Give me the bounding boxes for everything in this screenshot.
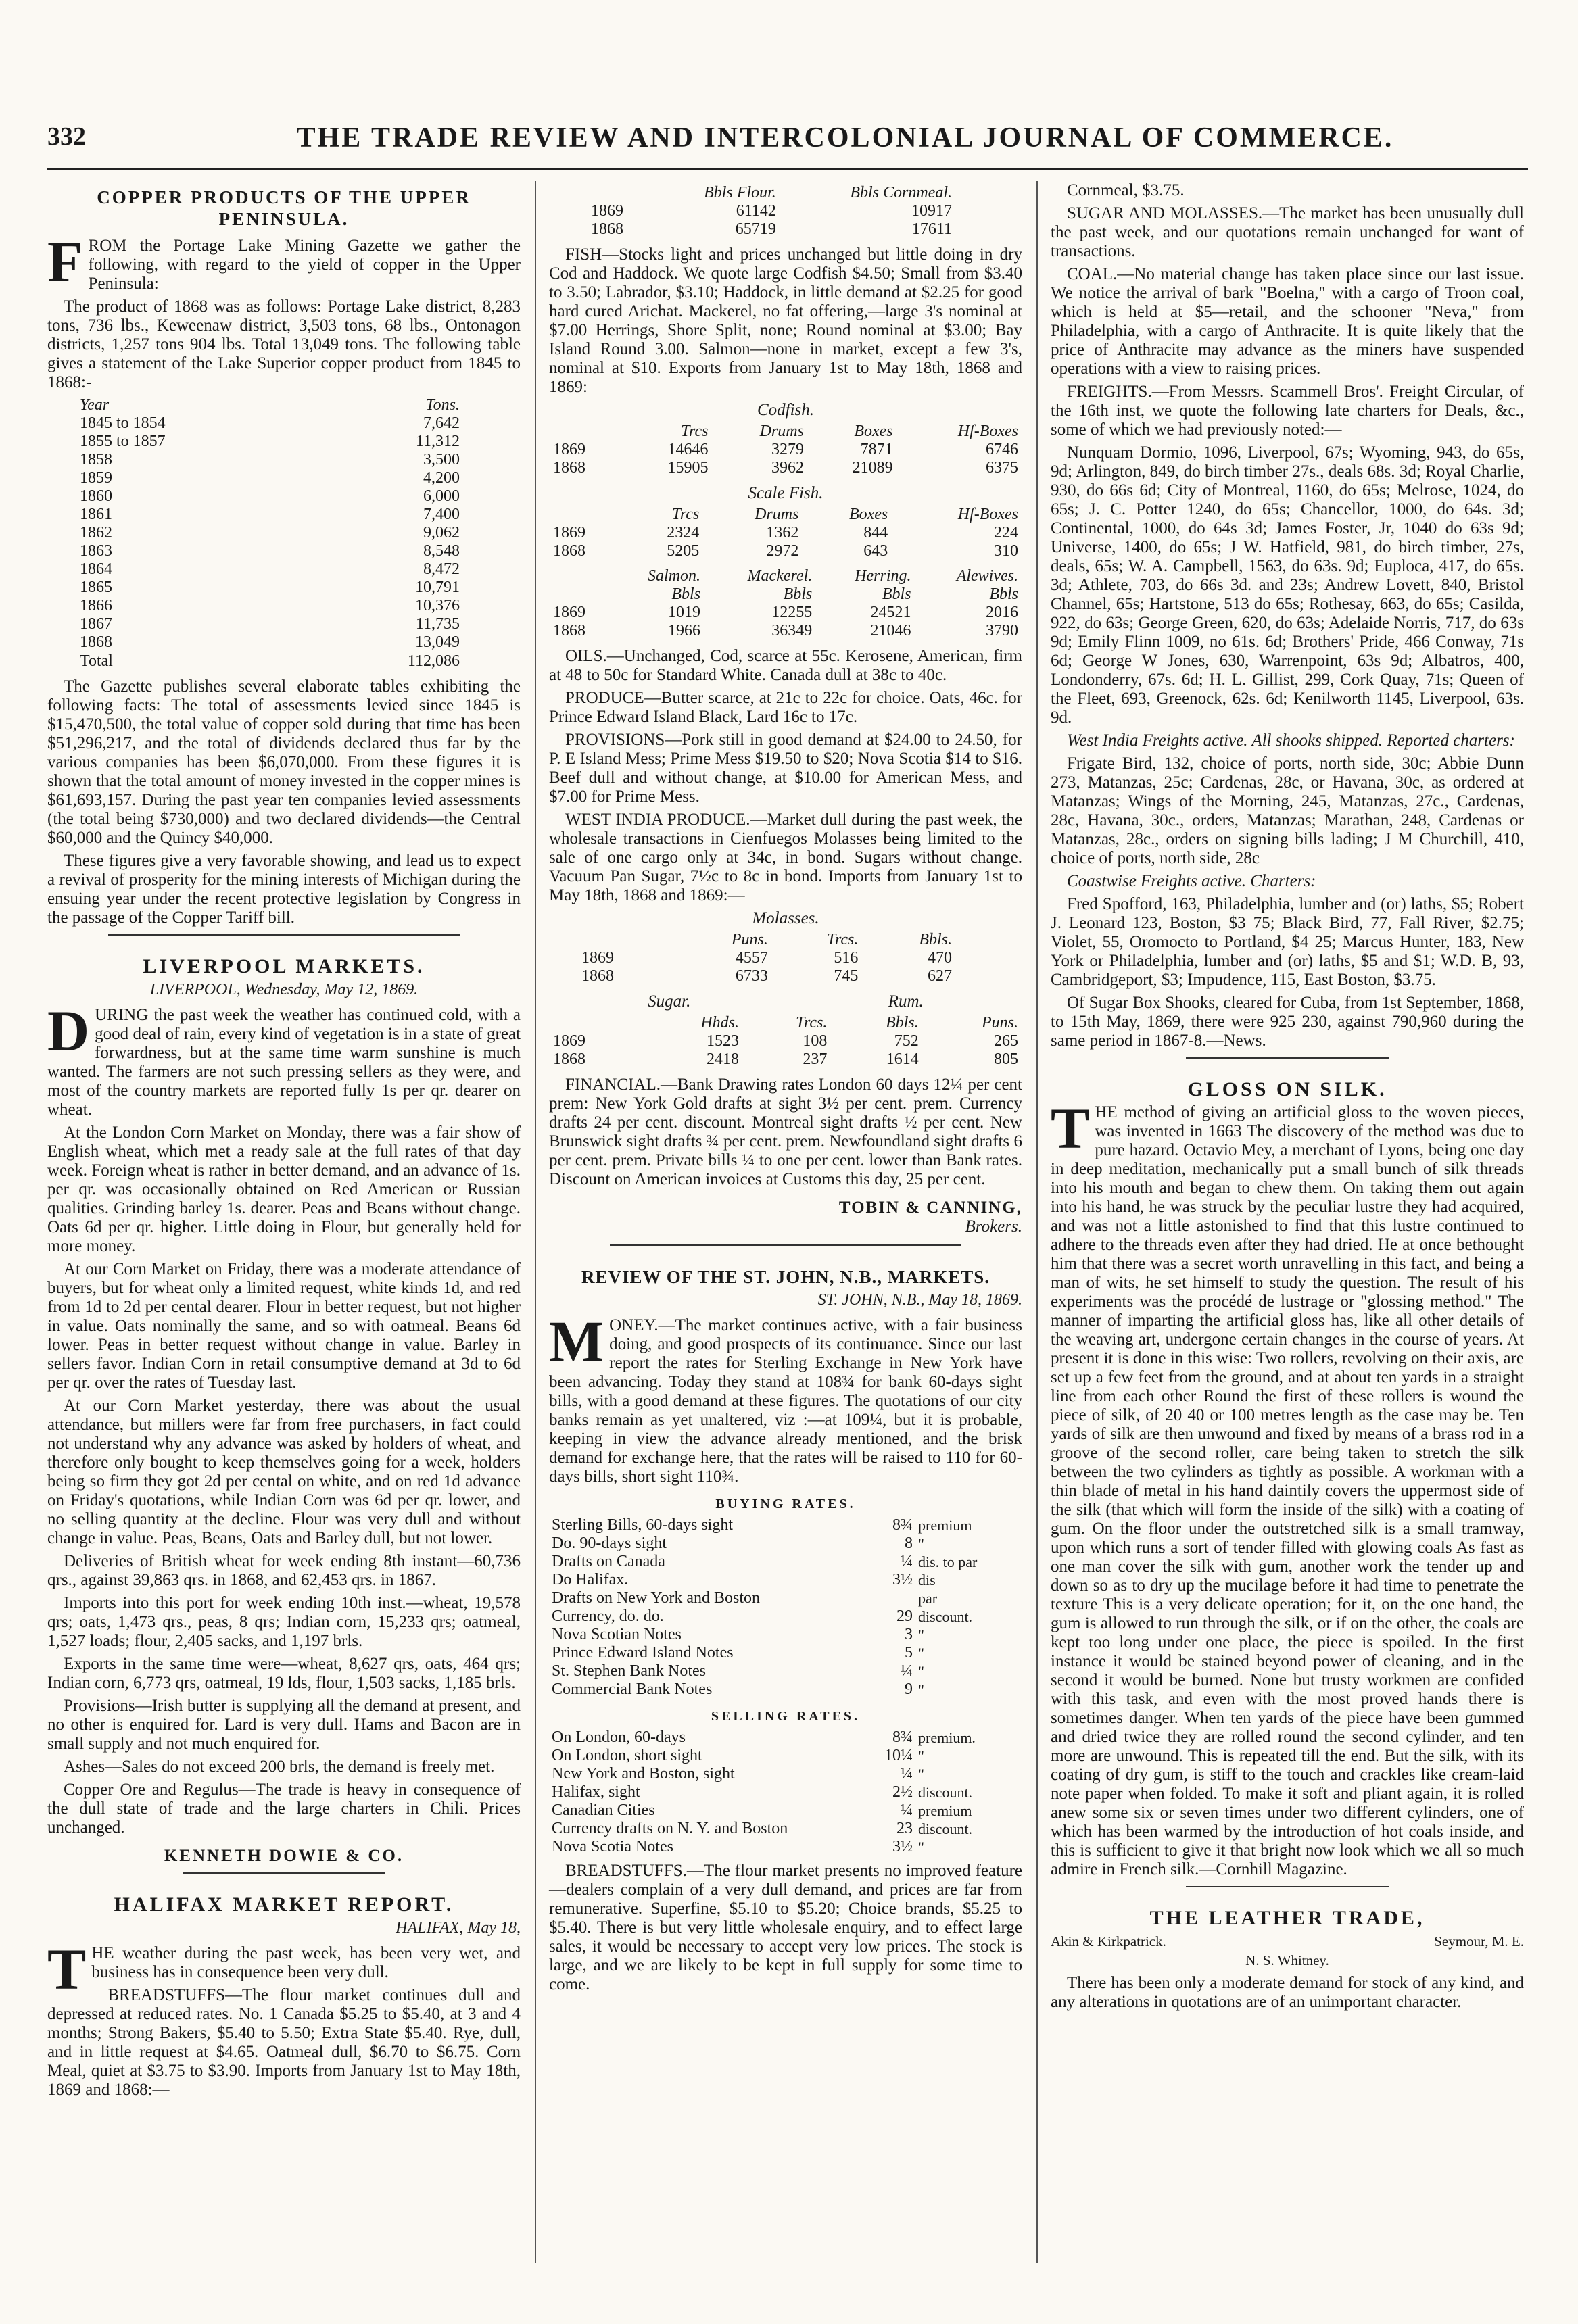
leather-byline-right: Seymour, M. E. (1434, 1933, 1524, 1950)
stjohn-paragraph: Frigate Bird, 132, choice of ports, north side, 30c; Abbie Dunn 273, Matanzas, 25c; Cardenas, 28c, or Havana, 30c, as ordered at Matanzas; Wings of the Morning, 245, Matanzas, 27c., Cardenas, 28c, Havana, 30c., orders, Matanzas; Marathan, 248, Cardenas or Matanzas, 28c., orders on signing bills lading; J M Churchill, 410, choice of ports, north side, 28c (1051, 754, 1524, 867)
liverpool-title: LIVERPOOL MARKETS. (143, 955, 425, 977)
scale-fish-table: Trcs Drums Boxes Hf-Boxes 1869 2324 1362 844 224 1868 5205 2972 643 310 (549, 506, 1022, 560)
copper-paragraph: The product of 1868 was as follows: Portage Lake district, 8,283 tons, 736 lbs., Keweenaw district, 3,503 tons, 68 lbs., Ontonagon districts, 1,257 tons 904 lbs. Total 13,049 tons. The following table gives a statement of the Lake Superior copper product from 1845 to 1868:- (47, 297, 521, 391)
table-row: Drafts on Canada ¼ dis. to par (552, 1553, 978, 1570)
page-header (47, 122, 1528, 162)
salmon-mackerel-table: Salmon. Mackerel. Herring. Alewives. Bbls Bbls Bbls Bbls 1869 1019 12255 24521 2016 1868 1966 36349 21046 3790 (549, 567, 1022, 640)
section-rule (1186, 1057, 1389, 1059)
halifax-paragraph: WEST INDIA PRODUCE.—Market dull during the past week, the wholesale transactions in Cienfuegos Molasses being limited to the sale of one cargo only at 34c, in bond. Sugars without change. Vacuum Pan Sugar, 7½c to 8c in bond. Imports from January 1st to May 18th, 1868 and 1869:— (549, 810, 1022, 904)
halifax-paragraph: PRODUCE—Butter scarce, at 21c to 22c for choice. Oats, 46c. for Prince Edward Island Black, Lard 16c to 17c. (549, 689, 1022, 726)
table-row: Nova Scotian Notes 3 " (552, 1626, 924, 1643)
sugar-rum-table: Hhds. Trcs. Bbls. Puns. 1869 1523 108 752 265 1868 2418 237 1614 805 (549, 1014, 1022, 1069)
stjohn-paragraph: SUGAR AND MOLASSES.—The market has been unusually dull the past week, and our quotations remain unchanged for want of transactions. (1051, 204, 1524, 260)
stjohn-paragraph: Coastwise Freights active. Charters: (1067, 872, 1316, 890)
table-row: Halifax, sight 2½ discount. (552, 1783, 973, 1801)
table-row: 1863 8,548 (80, 542, 460, 560)
leather-byline (1051, 1932, 1524, 1951)
table-row: Currency, do. do. 29 discount. (552, 1607, 973, 1625)
molasses-subhead: Molasses. (752, 909, 819, 927)
table-row: Do. 90-days sight 8 " (552, 1534, 924, 1552)
stjohn-paragraph: Fred Spofford, 163, Philadelphia, lumber and (or) laths, $5; Robert J. Leonard 123, Boston, $3 75; Black Bird, 77, Fall River, $2.75; Violet, 55, Oromocto to Portland, $4 25; Marcus Hunter, 183, New York or Philadelphia, lumber and (or) laths, $5 and $1; W.D. B, 93, Cambridgeport, $3; Impudence, 115, East Boston, $3.75. (1051, 895, 1524, 989)
table-row: 1865 10,791 (80, 579, 460, 596)
table-row: 1868 5205 2972 643 310 (553, 542, 1018, 560)
journal-title: THE TRADE REVIEW AND INTERCOLONIAL JOURNAL OF COMMERCE. (296, 122, 1394, 153)
stjohn-title: REVIEW OF THE ST. JOHN, N.B., MARKETS. (581, 1267, 990, 1287)
table-header: Tons. (425, 396, 460, 414)
table-header: Bbls Cornmeal. (850, 184, 952, 201)
table-row: 1869 2324 1362 844 224 (553, 524, 1018, 541)
page-number: 332 (47, 122, 86, 151)
copper-production-table (76, 396, 464, 671)
liverpool-paragraph: At the London Corn Market on Monday, there was a fair show of English wheat, which met a ready sale at the full rates of that day week. Foreign wheat is rather in better demand, and an advance of 1s. per qr. was occasionally obtained on Red American or Russian qualities. Grinding barley 1s. dearer. Peas and Beans without change. Oats 6d per qr. higher. Little doing in Flour, but generally held for more money. (47, 1123, 521, 1255)
column-divider (535, 181, 536, 2263)
table-row: Commercial Bank Notes 9 " (552, 1680, 924, 1698)
stjohn-paragraph: Nunquam Dormio, 1096, Liverpool, 67s; Wyoming, 943, do 65s, 9d; Arlington, 849, do birch timber 27s., deals 68s. 3d; Royal Charlie, 930, do 66s 6d; City of Montreal, 1160, do 65s; Melrose, 1024, do 65s; J. C. Potter 1240, do 65s; Chancellor, 1000, do 64s. 3d; Continental, 1000, do 64s 3d; James Foster, Jr, 1040 do 63s 9d; Universe, 1400, do 65s; J W. Hatfield, 981, do birch timber, 27s, deals, 65s; W. A. Campbell, 1563, do 63s. 9d; Euploca, 417, do 65s. 3d; Athlete, 703, do 66s 3d. and 23s; Andrew Lovett, 840, Bristol Channel, 65s; Hartstone, 513 do 65s; Rothesay, 663, do 65s; Casilda, 922, do 63s; George Green, 620, do 63s; Adelaide Norris, 717, do 63s 9d; Emily Flinn 1009, no 61s. 6d; Brothers' Pride, 466 Conway, 71s 6d; George W Jones, 630, Warrenpoint, 63s 9d; Albatros, 400, Londonderry, 67s. 6d; H. L. Gillist, 299, Cork Quay, 71s; Queen of the Fleet, 693, Greenock, 62s. 6d; Kenilworth 1145, Liverpool, 63s. 9d. (1051, 443, 1524, 727)
table-row: 1868 2418 237 1614 805 (553, 1050, 1018, 1068)
buying-rates-title: BUYING RATES. (715, 1497, 856, 1511)
liverpool-paragraph: At our Corn Market yesterday, there was about the usual attendance, but millers were far from free purchasers, in fact could not understand why any advance was asked by holders of wheat, and therefore only bought to keep themselves going for a week, holders being so firm they got 2d per cental on white, and on red 1d advance on Friday's quotations, while Indian Corn was 6d per qr. lower, and no selling quantity at the decline. Flour was very dull and without change in value. Peas, Beans, Oats and Barley dull, but not lower. (47, 1397, 521, 1547)
table-row: 1861 7,400 (80, 506, 460, 523)
halifax-signature-sub: Brokers. (965, 1217, 1022, 1236)
table-row: 1869 14646 3279 7871 6746 (553, 441, 1018, 458)
table-row: 1868 65719 17611 (591, 220, 952, 238)
table-row: 1869 1523 108 752 265 (553, 1032, 1018, 1050)
table-row: New York and Boston, sight ¼ " (552, 1765, 924, 1783)
stjohn-paragraph: FREIGHTS.—From Messrs. Scammell Bros'. Freight Circular, of the 16th inst, we quote the following late charters for Deals, &c., some of which we had previously noted:— (1051, 383, 1524, 439)
drop-cap: D (47, 998, 90, 1063)
halifax-dateline: HALIFAX, May 18, (396, 1919, 521, 1937)
table-row: 1864 8,472 (80, 560, 460, 578)
drop-cap: T (1051, 1096, 1090, 1161)
copper-paragraph: The Gazette publishes several elaborate tables exhibiting the following facts: The total of assessments levied since 1845 is $15,470,500, the total value of copper sold during that time has been $51,296,217, and the total of dividends declared thus far by the various companies has been $6,070,000. From these figures it is shown that the total amount of money invested in the copper mines is $61,693,157. During the past year ten companies levied assessments (the total being $730,000) and two declared dividends—the Central $60,000 and the Quincy $40,000. (47, 677, 521, 847)
selling-rates-title: SELLING RATES. (711, 1709, 861, 1724)
codfish-subhead: Codfish. (757, 401, 815, 419)
table-row: 1855 to 1857 11,312 (80, 433, 460, 450)
table-row: 1859 4,200 (80, 469, 460, 487)
table-row: Do Halifax. 3½ dis (552, 1571, 936, 1589)
table-row: Canadian Cities ¼ premium (552, 1801, 972, 1819)
column-1 (47, 181, 521, 2104)
halifax-paragraph: PROVISIONS—Pork still in good demand at $24.00 to 24.50, for P. E Island Mess; Prime Mess $19.50 to $20; Nova Scotia $14 to $16. Beef dull and without change, at $10.00 for American Mess, and $7.00 for Prime Mess. (549, 731, 1022, 806)
table-row: 1868 13,049 (80, 633, 460, 651)
table-row: 1845 to 1854 7,642 (80, 414, 460, 432)
flour-imports-table (587, 184, 956, 239)
halifax-paragraph: OILS.—Unchanged, Cod, scarce at 55c. Kerosene, American, firm at 48 to 50c for Standard White. Canada dull at 38c to 40c. (549, 647, 1022, 684)
table-row: Nova Scotia Notes 3½ " (552, 1838, 924, 1856)
section-rule (183, 1872, 385, 1874)
section-rule (1186, 1886, 1389, 1887)
drop-cap: T (47, 1937, 87, 2002)
buying-rates-table (549, 1516, 1022, 1699)
liverpool-paragraph: Exports in the same time were—wheat, 8,627 qrs, oats, 464 qrs; Indian corn, 6,773 qrs, oatmeal, 19 lds, flour, 1,503 sacks, 1,185 brls. (47, 1655, 521, 1692)
table-row: 1868 15905 3962 21089 6375 (553, 459, 1018, 477)
section-rule (610, 1244, 961, 1246)
table-header: Year (80, 396, 110, 414)
stjohn-paragraph: BREADSTUFFS.—The flour market presents no improved feature—dealers complain of a very dull demand, and prices are far from remunerative. Superfine, $5.10 to $5.20; Choice brands, $5.25 to $5.40. There is but very little wholesale enquiry, and to effect large sales, it would be necessary to accept very low prices. The stock is large, and we are likely to be kept in full supply for some time to come. (549, 1862, 1022, 1993)
table-row: On London, short sight 10¼ " (552, 1747, 924, 1764)
stjohn-paragraph: Of Sugar Box Shooks, cleared for Cuba, from 1st September, 1868, to 15th May, 1869, there were 925 230, against 790,960 during the same period in 1867-8.—News. (1051, 994, 1524, 1050)
leather-title: THE LEATHER TRADE, (1149, 1907, 1425, 1929)
table-row: 1869 4557 516 470 (581, 949, 952, 967)
table-row: Currency drafts on N. Y. and Boston 23 discount. (552, 1820, 973, 1837)
section-rule (108, 934, 460, 936)
liverpool-paragraph: DURING the past week the weather has continued cold, with a good deal of rain, every kind of vegetation is in a state of great forwardness, but at the same time warm sunshine is much wanted. The farmers are not such pressing sellers as they were, and most of the country markets are reported fully 1s per qr. dearer on wheat. (47, 998, 521, 1119)
silk-title: GLOSS ON SILK. (1187, 1078, 1387, 1100)
table-row: 1862 9,062 (80, 524, 460, 541)
liverpool-signature: KENNETH DOWIE & CO. (164, 1847, 404, 1865)
drop-cap: F (47, 229, 83, 294)
drop-cap: M (549, 1309, 604, 1374)
molasses-table: Puns. Trcs. Bbls. 1869 4557 516 470 1868 6733 745 627 (577, 931, 956, 986)
stjohn-paragraph: Cornmeal, $3.75. (1067, 181, 1185, 199)
stjohn-dateline: ST. JOHN, N.B., May 18, 1869. (817, 1291, 1022, 1309)
silk-paragraph: THE method of giving an artificial gloss to the woven pieces, was invented in 1663 The discovery of the method was due to pure hazard. Octavio Mey, a merchant of Lyons, being one day in deep meditation, mechanically put a small bunch of silk threads into his mouth and began to chew them. On taking them out again into his hand, he was struck by the peculiar lustre they had acquired, and was not a little astonished to find that this lustre continued to adhere to the threads even after they had dried. He at once bethought him that there was a secret worth unravelling in this fact, and being a man of wits, he set himself to study the question. The result of his experiments was the procédé de lustrage or "glossing method." The manner of imparting the artificial gloss has, like all other details of the weaving art, undergone certain changes in the course of years. At present it is done in this wise: Two rollers, revolving on their axis, are set up a few feet from the ground, and at about ten yards in a straight line from each other Round the first of these rollers is wound the piece of silk, of 20 40 or 100 metres length as the case may be. Ten yards of silk are then unwound and fixed by means of a brass rod in a groove of the second roller, care being taken to stretch the silk between the two cylinders as tightly as possible. A workman with a thin blade of metal in his hand daintily covers the uppermost side of the silk (that which will form the inside of the silk) with a coating of gum. On the floor under the outstretched silk is a small tramway, upon which runs a sort of tender filled with glowing coals As fast as one man cover the silk with gum, another work the tender up and down so as to dry up the mucilage before it had time to penetrate the texture This is a very delicate operation; for it, on the one hand, the gum is allowed to run through the silk, or if on the other, the coals are kept too long under one place, the piece is spoiled. In the first instance it would be stained beyond power of cleaning, and in the second it would be burned. None but trusty workmen are confided with this task, and even with the most proved hands there is sometimes danger. When ten yards of the piece have been gummed and dried twice they are rolled round the second cylinder, and ten more are unwound. This is repeated till the end. But the silk, with its coating of dry gum, is stiff to the touch and crackles like cream-laid note paper when folded. To make it soft and pliant again, it is rolled anew some six or seven times under two different cylinders, one of which has been warmed by the introduction of hot coals inside, and this is sufficient to give it that bright now look which we all so much admire in French silk.—Cornhill Magazine. (1051, 1096, 1524, 1879)
table-row: Drafts on New York and Boston par (552, 1589, 938, 1607)
header-rule (47, 168, 1528, 170)
column-3 (1051, 181, 1524, 2016)
table-row: 1869 1019 12255 24521 2016 (553, 604, 1018, 621)
table-row: 1869 61142 10917 (591, 202, 952, 220)
rum-subhead: Rum. (888, 992, 924, 1011)
table-row: On London, 60-days 8¾ premium. (552, 1728, 976, 1746)
halifax-signature: TOBIN & CANNING, (838, 1199, 1022, 1217)
liverpool-paragraph: Deliveries of British wheat for week ending 8th instant—60,736 qrs., against 39,863 qrs. in 1868, and 62,453 qrs. in 1867. (47, 1552, 521, 1589)
liverpool-paragraph: Ashes—Sales do not exceed 200 brls, the demand is freely met. (64, 1758, 495, 1776)
sugar-subhead: Sugar. (648, 992, 691, 1011)
liverpool-paragraph: Imports into this port for week ending 10th inst.—wheat, 19,578 qrs; oats, 1,473 qrs., peas, 8 qrs; Indian corn, 15,233 qrs; oatmeal, 1,527 loads; flour, 2,405 sacks, and 1,197 brls. (47, 1594, 521, 1650)
liverpool-dateline: LIVERPOOL, Wednesday, May 12, 1869. (149, 981, 419, 998)
table-header: Bbls Flour. (704, 184, 776, 201)
table-row: 1866 10,376 (80, 597, 460, 614)
liverpool-paragraph: Provisions—Irish butter is supplying all the demand at present, and no other is enquired for. Lard is very dull. Hams and Bacon are in small supply and not much enquired for. (47, 1697, 521, 1753)
leather-byline-center: N. S. Whitney. (1245, 1952, 1329, 1968)
table-row: 1858 3,500 (80, 451, 460, 468)
halifax-paragraph: FINANCIAL.—Bank Drawing rates London 60 days 12¼ per cent prem: New York Gold drafts at sight 3½ per cent. prem. Currency drafts 24 per cent. discount. Montreal sight drafts ½ per cent. New Brunswick sight drafts ¾ per cent. prem. Newfoundland sight drafts 6 per cent. prem. Private bills ¼ to one per cent. lower than Bank rates. Discount on American invoices at Customs this day, 25 per cent. (549, 1075, 1022, 1188)
halifax-paragraph: BREADSTUFFS—The flour market continues dull and depressed at reduced rates. No. 1 Canada $5.25 to $5.40, at 3 and 4 months; Strong Bakers, $5.40 to 5.50; Extra State $5.40. Rye, dull, and in little request at $4.65. Oatmeal dull, $6.70 to $6.75. Corn Meal, quiet at $3.75 to $3.90. Imports from January 1st to May 18th, 1869 and 1868:— (47, 1986, 521, 2099)
stjohn-paragraph: COAL.—No material change has taken place since our last issue. We notice the arrival of bark "Boelna," with a cargo of Troon coal, which is held at $5—retail, and the schooner "Neva," from Philadelphia, with a cargo of Anthracite. It is quite likely that the price of Anthracite may advance as the miners have suspended operations with a view to raising prices. (1051, 265, 1524, 378)
copper-intro: FROM the Portage Lake Mining Gazette we gather the following, with regard to the yield of copper in the Upper Peninsula: (47, 229, 521, 294)
copper-article-title: COPPER PRODUCTS OF THE UPPER PENINSULA. (97, 187, 471, 229)
halifax-paragraph: THE weather during the past week, has been very wet, and business has in consequence been very dull. (47, 1937, 521, 2002)
codfish-table: Trcs Drums Boxes Hf-Boxes 1869 14646 3279 7871 6746 1868 15905 3962 21089 6375 (549, 422, 1022, 477)
table-row: Sterling Bills, 60-days sight 8¾ premium (552, 1516, 972, 1534)
leather-byline-left: Akin & Kirkpatrick. (1051, 1933, 1166, 1950)
table-row: 1867 11,735 (80, 615, 460, 633)
table-row: Prince Edward Island Notes 5 " (552, 1644, 924, 1662)
column-divider (1036, 181, 1038, 2263)
table-row: 1868 6733 745 627 (581, 967, 952, 985)
halifax-title: HALIFAX MARKET REPORT. (114, 1893, 454, 1916)
liverpool-paragraph: At our Corn Market on Friday, there was a moderate attendance of buyers, but for wheat only a limited request, white kinds 1d, and red from 1d to 2d per cental dearer. Flour in better request, but not higher in value. Oats nominally the same, and so with oatmeal. Beans 6d lower. Peas in better request without change in value. Barley in sellers favor. Indian Corn in retail consumptive demand at 3d to 6d per qr. over the rates of Tuesday last. (47, 1260, 521, 1392)
stjohn-paragraph: West India Freights active. All shooks shipped. Reported charters: (1067, 731, 1515, 750)
table-row: 1860 6,000 (80, 487, 460, 505)
liverpool-paragraph: Copper Ore and Regulus—The trade is heavy in consequence of the dull state of trade and the large charters in Chili. Prices unchanged. (47, 1781, 521, 1837)
leather-paragraph: There has been only a moderate demand for stock of any kind, and any alterations in quotations are of an unimportant character. (1051, 1974, 1524, 2011)
table-row: St. Stephen Bank Notes ¼ " (552, 1662, 924, 1680)
table-total-row: Total 112,086 (76, 652, 464, 671)
halifax-paragraph: FISH—Stocks light and prices unchanged but little doing in dry Cod and Haddock. We quote large Codfish $4.50; Small from $3.40 to 3.50; Labrador, $3.10; Haddock, in little demand at $2.25 for good hard cured Arichat. Mackerel, no fat offering,—large 3's nominal at $7.00 Herrings, Shore Split, none; Round nominal at $3.00; Bay Island Round 3.00. Salmon—none in market, except a few 3's, nominal at $10. Exports from January 1st to May 18th, 1868 and 1869: (549, 245, 1022, 396)
sugar-rum-subhead (549, 992, 1022, 1011)
table-row: 1868 1966 36349 21046 3790 (553, 622, 1018, 639)
column-2 (549, 181, 1022, 1998)
copper-paragraph: These figures give a very favorable showing, and lead us to expect a revival of prosperity for the mining interests of Michigan during the ensuing year under the recent protective legislation by Congress in the passage of the Copper Tariff bill. (47, 852, 521, 927)
scale-fish-subhead: Scale Fish. (748, 484, 823, 502)
selling-rates-table (549, 1728, 1022, 1856)
stjohn-paragraph: MONEY.—The market continues active, with a fair business doing, and good prospects of its continuance. Since our last report the rates for Sterling Exchange in New York have been advancing. Today they stand at 108¾ for bank 60-days sight bills, with a good demand at these figures. The quotations of our city banks remain as yet unaltered, viz :—at 109¼, but it is probable, keeping in view the advance already mentioned, and the brisk demand for exchange here, that the rates will be raised to 110 for 60-days bills, short sight 110¾. (549, 1309, 1022, 1486)
